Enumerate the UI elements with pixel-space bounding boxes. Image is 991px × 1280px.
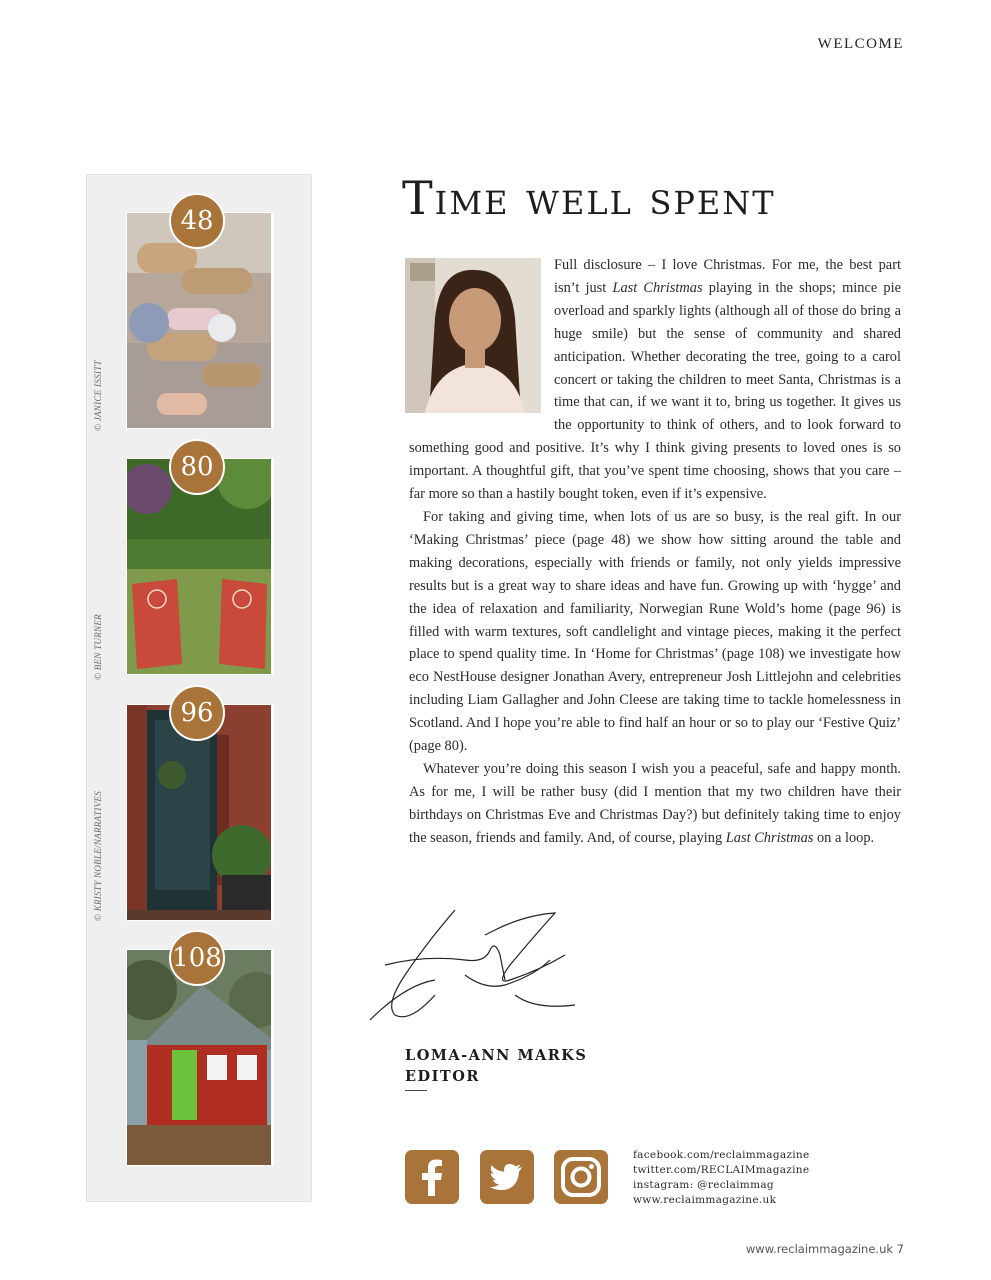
- paragraph-2: For taking and giving time, when lots of us are so busy, is the real gift. In our ‘Making Christmas’ piece (page 48) we show how sitting around the table and making decorations, especially with friends or family, not only yields impressive results but is a great way to share ideas and have fun. Growing up with ‘hygge’ and the idea of relaxation and familiarity, Norwegian Rune Wold’s home (page 96) is filled with warm textures, soft candlelight and vintage pieces, making it the perfect place to spend quality time. In ‘Home for Christmas’ (page 108) we investigate how eco NestHouse designer Jonathan Avery, entrepreneur Josh Littlejohn and celebrities including Liam Gallagher and John Cleese are taking time to tackle homelessness in Scotland. And I hope you’re able to find half an hour or so to play our ‘Festive Quiz’ (page 80).: [409, 508, 901, 755]
- facebook-link[interactable]: facebook.com/reclaimmagazine: [633, 1149, 810, 1161]
- paragraph-1: [409, 254, 901, 506]
- text-run: Whatever you’re doing this season I wish you a peaceful, safe and happy month. As for me, I will be rather busy (did I mention that my two children have their birthdays on Christmas Eve and Christmas Day?) but definitely taking time to enjoy the season, friends and family. And, of course, playing: [409, 760, 901, 846]
- article-title: Time well spent: [402, 171, 776, 225]
- divider: [405, 1090, 427, 1091]
- instagram-icon[interactable]: [554, 1150, 608, 1204]
- photo-wrap-space: [409, 254, 554, 434]
- twitter-link[interactable]: twitter.com/RECLAIMmagazine: [633, 1164, 810, 1176]
- page-badge-96: 96: [169, 685, 225, 741]
- photo-credit: © JANICE ISSITT: [93, 360, 103, 431]
- facebook-icon[interactable]: [405, 1150, 459, 1204]
- paragraph-3: [409, 758, 901, 850]
- footer-url[interactable]: www.reclaimmagazine.uk: [745, 1242, 894, 1256]
- text-run: playing in the shops; mince pie overload and sparkly lights (although all of those do bring a huge smile) but the sense of community and shared anticipation. Whether decorating the tree, going to a carol concert or taking the children to meet Santa, Christmas is a time that can, if we want it to, bring us together. It gives us the opportunity to think of others, and to look forward to something good and positive. It’s why I think giving presents to loved ones is so important. A thoughtful gift, that you’ve spent time choosing, shows that you care – far more so than a hastily bought token, even if it’s expensive.: [409, 279, 901, 503]
- photo-credit: © KRISTY NOBLE/NARRATIVES: [93, 790, 103, 921]
- text-run: on a loop.: [813, 829, 875, 846]
- editor-role: EDITOR: [405, 1068, 480, 1085]
- page-badge-80: 80: [169, 439, 225, 495]
- text-run: Full disclosure – I love Christmas. For me, the best part isn’t just: [554, 257, 901, 296]
- song-title: Last Christmas: [725, 829, 814, 846]
- section-label: WELCOME: [817, 36, 904, 52]
- website-link[interactable]: www.reclaimmagazine.uk: [633, 1194, 777, 1206]
- photo-credit: © BEN TURNER: [93, 614, 103, 680]
- editor-name: LOMA-ANN MARKS: [405, 1047, 588, 1064]
- page-badge-48: 48: [169, 193, 225, 249]
- editor-signature: [365, 905, 580, 1035]
- twitter-icon[interactable]: [480, 1150, 534, 1204]
- song-title: Last Christmas: [612, 279, 703, 296]
- social-links: [633, 1148, 810, 1208]
- contents-strip: [86, 174, 312, 1202]
- page-footer: [746, 1242, 904, 1256]
- page-number: 7: [896, 1242, 904, 1256]
- article-body: [409, 254, 901, 850]
- page-badge-108: 108: [169, 930, 225, 986]
- instagram-link[interactable]: instagram: @reclaimmag: [633, 1179, 774, 1191]
- editor-credit: [405, 1045, 587, 1087]
